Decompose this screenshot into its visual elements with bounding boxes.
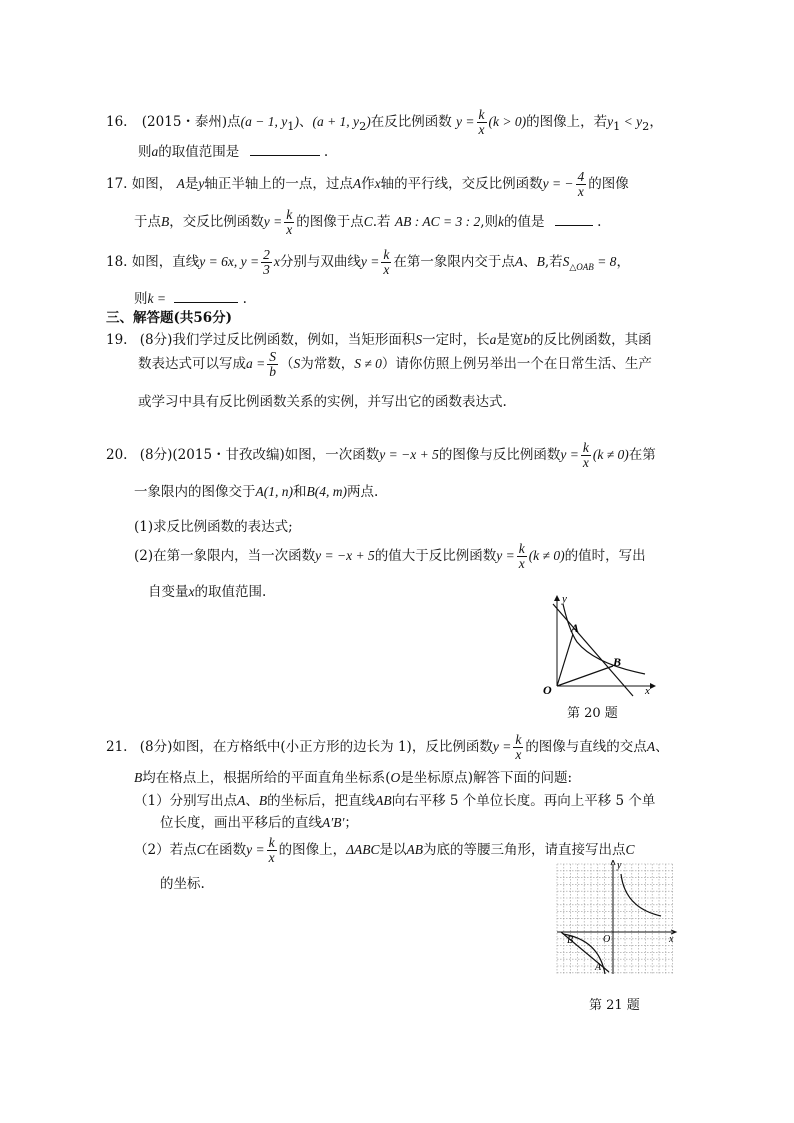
q20-x-label: x — [645, 685, 650, 697]
q20-segment-OB — [557, 666, 613, 686]
q18-t3: 在第一象限内交于点 — [393, 254, 515, 271]
q18-S-sub: △OAB — [569, 261, 594, 272]
q21-s1l2b: A′B′ — [322, 815, 345, 830]
q18-fraction — [261, 248, 272, 277]
q20-line2 — [134, 480, 378, 500]
q21-func-y: y = — [492, 739, 512, 755]
q21-B: B — [134, 770, 143, 785]
q18-B: B — [536, 254, 545, 270]
q21-s2C2: C — [625, 842, 635, 858]
q21-s2C: C — [196, 842, 206, 858]
q16-source: (2015・泰州) — [141, 114, 228, 131]
q16-point1-sub: 1 — [287, 119, 295, 133]
q16-condition: (k > 0) — [488, 114, 527, 130]
q20-eq1: y = −x + 5 — [379, 447, 439, 463]
q16-line2-a: 则 — [138, 144, 152, 160]
q16-ineq-left: y — [607, 114, 614, 130]
q19-l1a: (8分)我们学过反比例函数，例如，当矩形面积 — [139, 332, 416, 348]
q20-s2-fraction — [517, 542, 527, 571]
q17-line1 — [106, 170, 629, 199]
q20-caption: 第 20 题 — [567, 706, 618, 721]
q17-l2e: ,则 — [480, 214, 498, 231]
q21-s1l2c: ； — [344, 815, 358, 831]
q19-number: 19. — [106, 332, 128, 348]
q21-sub1 — [134, 789, 655, 809]
q21-l2a: 均在格点上，根据所给的平面直角坐标系( — [142, 770, 391, 786]
q17-frac-num: 4 — [577, 169, 585, 184]
q17-l2d: .若 — [372, 214, 391, 231]
q18-t2: 分别与双曲线 — [279, 254, 361, 271]
q21-s2AB: AB — [406, 842, 424, 858]
q18-line2 — [134, 287, 247, 307]
q19-l2c: 为常数， — [300, 356, 355, 373]
q20-segment-OA — [557, 634, 573, 686]
q21-s2d: 是以 — [379, 842, 407, 859]
q21-l2b: 是坐标原点)解答下面的问题: — [400, 770, 573, 786]
q20-sub2-line2 — [148, 580, 266, 600]
q16-number: 16. — [106, 114, 128, 131]
q20-frac-den: x — [582, 455, 589, 471]
q20-sub2 — [134, 542, 646, 571]
q17-A2: A — [352, 176, 362, 192]
q17-fraction2 — [284, 208, 294, 237]
q18-number: 18. — [106, 254, 128, 271]
q17-y: y — [198, 176, 205, 192]
q21-s2c: 的图像上， — [278, 842, 347, 859]
q19-fraction — [267, 350, 278, 379]
q17-l2f: 的值是 — [504, 214, 545, 231]
q16-var-a: a — [151, 144, 159, 159]
q17-A: A — [176, 176, 185, 192]
q16-text-c: 在反比例函数 — [370, 114, 452, 131]
q21-l1a: (8分)如图，在方格纸中(小正方形的边长为 1)，反比例函数 — [139, 739, 493, 756]
q21-s2e: 为底的等腰三角形，请直接写出点 — [423, 842, 626, 859]
q16-text-e: ， — [649, 114, 663, 131]
q17-frac2-den: x — [286, 222, 293, 238]
q21-s2-fraction — [267, 836, 277, 865]
q21-s1A: A — [237, 793, 246, 808]
q18-S: S — [562, 254, 570, 270]
q21-s1a: （1）分别写出点 — [134, 793, 238, 809]
q20-s2-frac-den: x — [518, 556, 525, 572]
q20-origin-label: O — [543, 683, 552, 697]
q17-frac2-num: k — [286, 207, 293, 222]
q16-line2: 则a的取值范围是 . — [138, 144, 329, 160]
q18-eq1: y = 6x, y = — [199, 254, 260, 270]
q19-a: a — [489, 332, 497, 347]
q21-line1 — [106, 733, 669, 762]
q19-l2a: 数表达式可以写成 — [138, 356, 246, 373]
q20-number: 20. — [106, 447, 128, 464]
q21-frac-num: k — [515, 732, 522, 747]
q17-fraction — [576, 170, 587, 199]
q21-y-label: y — [617, 860, 622, 871]
q16-ineq-right: < y — [620, 114, 643, 130]
q19-line2 — [138, 350, 652, 379]
q21-s1b: 、 — [245, 793, 259, 809]
q17-C: C — [363, 214, 373, 230]
q16-point2-end: ) — [366, 114, 371, 130]
q20-s2a: (2)在第一象限内，当一次函数 — [134, 548, 316, 565]
q19-S: S — [415, 332, 423, 347]
q21-s2b: 在函数 — [205, 842, 247, 859]
q21-l1b: 的图像与直线的交点 — [525, 739, 647, 756]
q18-S-val: = 8 — [593, 254, 617, 270]
q17-answer-blank[interactable] — [555, 213, 593, 226]
q16-frac-den: x — [478, 122, 485, 138]
q21-origin-label: O — [603, 934, 611, 945]
q21-grid — [557, 864, 673, 974]
q20-line1 — [106, 441, 656, 470]
q20-s2c: 的值时，写出 — [564, 548, 646, 565]
q17-t1: 如图， — [131, 176, 173, 193]
q21-hyperbola-q1 — [621, 874, 661, 916]
q16-text-d: 的图像上，若 — [526, 114, 608, 131]
q16-ineq-right-sub: 2 — [642, 119, 650, 133]
q20-l1c: 在第 — [628, 447, 656, 464]
q21-s2-frac-num: k — [268, 835, 275, 850]
q16-line1 — [106, 108, 663, 137]
q17-frac-den: x — [577, 184, 584, 200]
q20-s2eq: y = −x + 5 — [315, 548, 375, 564]
section3-heading: 三、解答题(共56分) — [106, 310, 233, 326]
q20-frac-num: k — [582, 440, 589, 455]
q18-fraction2 — [381, 248, 391, 277]
q21-s1c: 的坐标后，把直线 — [267, 793, 376, 809]
q18-frac-den: 3 — [263, 262, 270, 278]
q21-s2tri: ΔABC — [346, 842, 380, 858]
q20-cond: (k ≠ 0) — [592, 447, 629, 463]
q16-point1-end: ) — [294, 114, 299, 130]
q20-s3x: x — [188, 584, 195, 599]
q21-s2-frac-den: x — [268, 850, 275, 866]
q20-point-B: B(4, m) — [306, 484, 347, 499]
q21-point-A-label: A — [595, 962, 602, 973]
q21-l1c: 、 — [655, 739, 669, 756]
q21-figure — [555, 860, 680, 980]
q20-s2-func-y: y = — [496, 548, 515, 564]
q16-point1: (a − 1, y — [240, 114, 288, 130]
q19-l1b: 一定时，长 — [422, 332, 490, 348]
q20-l1b: 的图像与反比例函数 — [438, 447, 561, 464]
q19-S2: S — [293, 356, 301, 372]
q19-frac-den: b — [269, 364, 276, 380]
q18-frac2-num: k — [383, 247, 390, 262]
q21-line2 — [134, 766, 572, 786]
q18-eq2: x — [273, 254, 280, 270]
q20-y-label: y — [562, 593, 567, 605]
q21-s1AB: AB — [375, 793, 392, 808]
q17-t3: 轴正半轴上的一点，过点 — [204, 176, 353, 193]
q20-fraction — [581, 441, 591, 470]
q19-cond: S ≠ 0 — [354, 356, 382, 372]
q21-s1l2a: 位长度，画出平移后的直线 — [160, 815, 322, 831]
q19-l1c: 是宽 — [496, 332, 524, 348]
q17-ratio: AB : AC = 3 : 2 — [394, 214, 481, 230]
q17-B: B — [161, 214, 170, 230]
q16-point2-sub: 2 — [359, 119, 367, 133]
q18-t4: 、 — [523, 254, 537, 271]
q17-l2c: 的图像于点 — [296, 214, 364, 231]
q18-dot: . — [242, 291, 247, 307]
q20-l2b: 和 — [293, 484, 307, 500]
q18-t5: ,若 — [544, 254, 563, 271]
q18-line1 — [106, 248, 630, 277]
q16-fraction — [477, 108, 487, 137]
q21-point-B-label: B — [567, 935, 574, 946]
q18-k: k = — [147, 291, 166, 306]
q20-s3b: 的取值范围. — [194, 584, 267, 600]
q21-A: A — [646, 739, 656, 755]
q16-answer-blank[interactable] — [250, 143, 320, 156]
q16-func-y: y = — [456, 114, 475, 130]
q21-s2-func-y: y = — [246, 842, 265, 858]
q20-line — [553, 604, 633, 696]
q17-l2a: 于点 — [134, 214, 161, 231]
q17-func-y: y = − — [542, 176, 574, 192]
q17-t6: 的图像 — [588, 176, 629, 193]
q16-frac-num: k — [478, 107, 485, 122]
q17-x: x — [374, 176, 381, 192]
q19-eq: a = — [246, 356, 266, 372]
q20-sub1: (1)求反比例函数的表达式; — [134, 519, 293, 535]
q18-t6: ， — [616, 254, 630, 271]
q19-b: b — [523, 332, 531, 347]
q21-frac-den: x — [515, 747, 522, 763]
q20-func-y: y = — [560, 447, 579, 463]
q21-fraction — [513, 733, 523, 762]
q18-l2: 则 — [134, 291, 148, 307]
q18-frac-num: 2 — [263, 247, 270, 262]
q17-l2b: ，交反比例函数 — [169, 214, 264, 231]
q19-line1 — [106, 328, 652, 348]
q21-number: 21. — [106, 739, 128, 756]
q18-frac2-den: x — [383, 262, 390, 278]
q18-A: A — [514, 254, 524, 270]
q21-O: O — [390, 770, 401, 785]
q17-number: 17. — [106, 176, 128, 193]
q17-t4: 作 — [361, 176, 375, 193]
q16-text-a: 点 — [227, 114, 241, 131]
q20-s3a: 自变量 — [148, 584, 189, 600]
q16-point2: (a + 1, y — [312, 114, 360, 130]
q16-line2-b: 的取值范围是 — [158, 144, 240, 160]
q19-l2b: （ — [280, 356, 294, 373]
q21-x-label: x — [669, 934, 674, 945]
q16-text-b: 、 — [298, 114, 313, 131]
q19-frac-num: S — [269, 349, 276, 364]
q18-answer-blank[interactable] — [174, 290, 238, 303]
q17-line2: 于点B，交反比例函数y = $\frac{k}{x}$ 的图像于点C.若 AB : AC = 3 : 2,则k的值是 . — [134, 207, 602, 238]
q20-l2a: 一象限内的图像交于 — [134, 484, 256, 500]
q21-sub2-line2: 的坐标. — [160, 876, 205, 892]
q21-s1B: B — [258, 793, 268, 808]
q17-k: k — [498, 214, 504, 230]
q21-s1d: 向右平移 5 个单位长度。再向上平移 5 个单 — [391, 793, 656, 809]
q18-func-y: y = — [360, 254, 380, 270]
q17-t2: 是 — [184, 176, 199, 193]
q18-t1: 如图，直线 — [131, 254, 200, 271]
q20-point-A: A(1, n) — [255, 484, 293, 499]
q19-line3: 或学习中具有反比例函数关系的实例，并写出它的函数表达式. — [138, 394, 507, 410]
q21-caption: 第 21 题 — [589, 998, 640, 1013]
q21-s2a: （2）若点 — [134, 842, 197, 859]
q20-s2b: 的值大于反比例函数 — [374, 548, 497, 565]
q20-s2-frac-num: k — [518, 541, 525, 556]
q20-l2c: 两点. — [347, 484, 379, 500]
q19-l2d: ）请你仿照上例另举出一个在日常生活、生产 — [381, 356, 652, 373]
q19-l1d: 的反比例函数，其函 — [530, 332, 652, 348]
q17-t5: 轴的平行线，交反比例函数 — [380, 176, 543, 193]
q16-ineq-left-sub: 1 — [613, 119, 621, 133]
q17-func2-y: y = — [263, 214, 283, 230]
q20-point-B-label: B — [613, 655, 622, 669]
q20-s2-cond: (k ≠ 0) — [528, 548, 565, 564]
q20-point-A-label: A — [571, 621, 580, 635]
q20-l1a: (8分)(2015・甘孜改编)如图，一次函数 — [139, 447, 380, 464]
q21-sub1-line2 — [160, 811, 358, 831]
